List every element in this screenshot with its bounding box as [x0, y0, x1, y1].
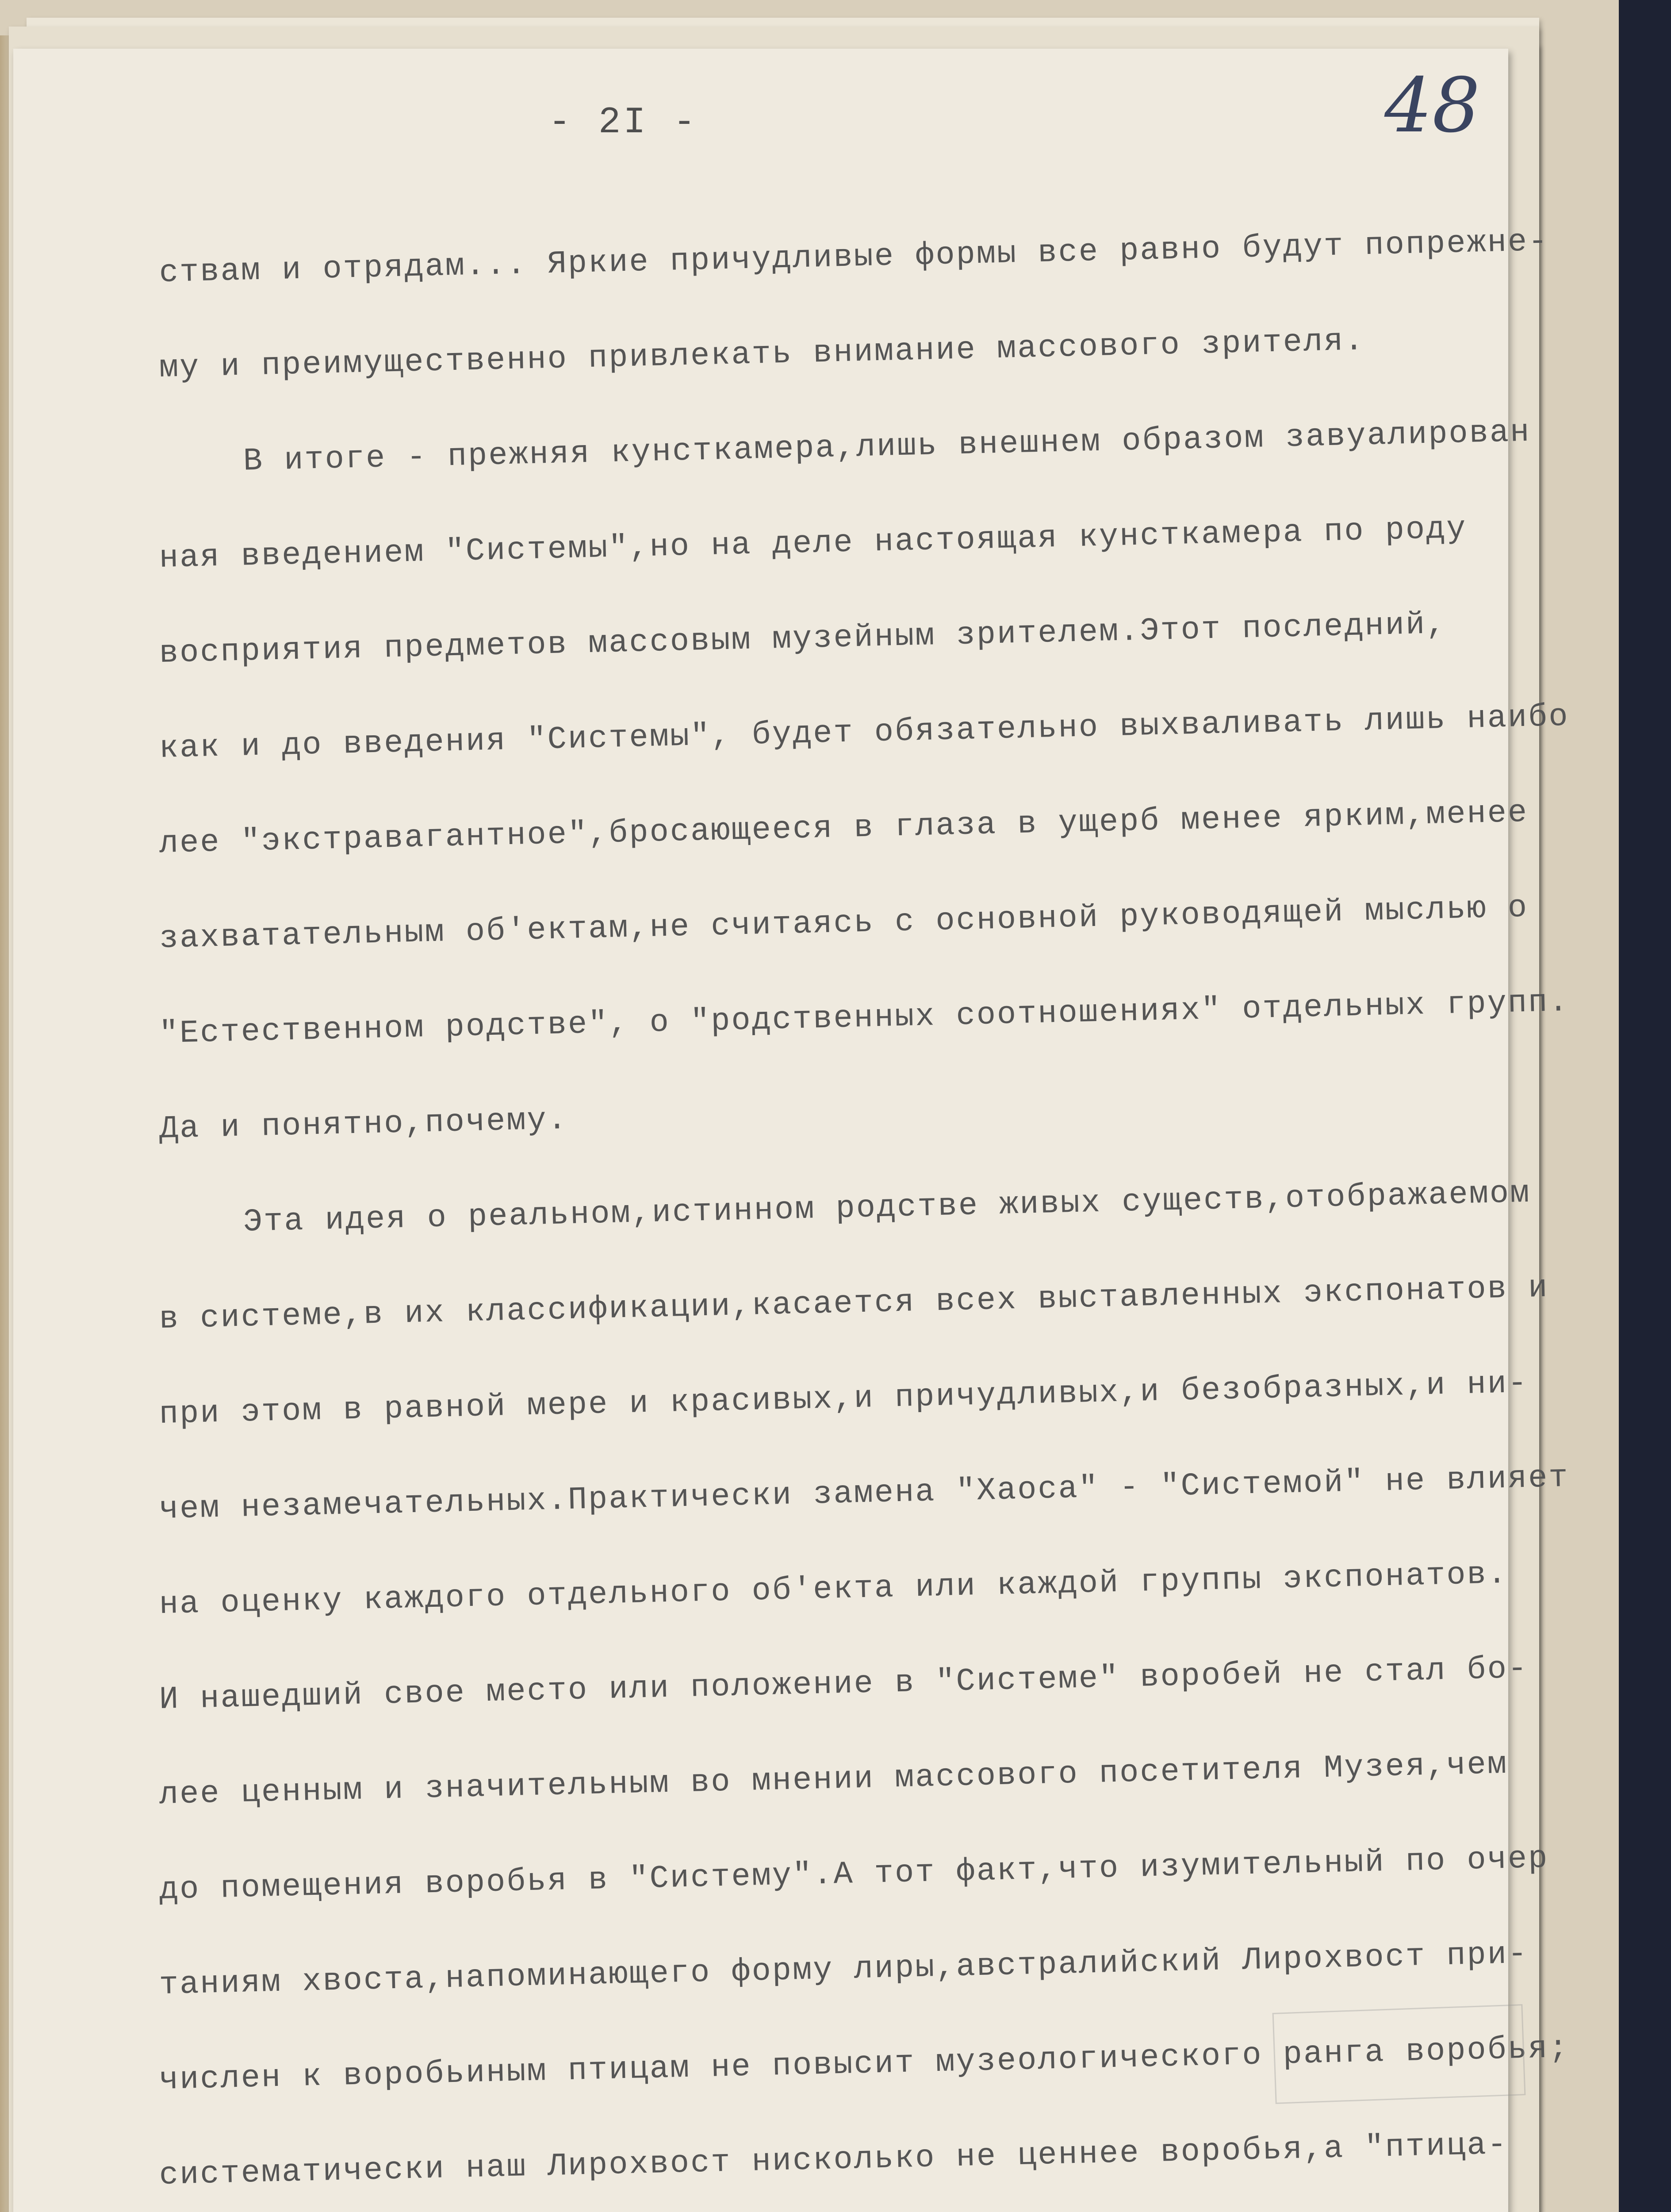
text-line: таниям хвоста,напоминающего форму лиры,австралийский Лирохвост при- — [159, 1936, 1529, 2003]
text-line: систематически наш Лирохвост нисколько не ценнее воробья,а "птица- — [159, 2126, 1508, 2193]
text-line: захватательным об'ектам,не считаясь с основной руководящей мыслью о — [159, 889, 1529, 957]
text-line: при этом в равной мере и красивых,и причудливых,и безобразных,и ни- — [159, 1365, 1529, 1432]
text-line: ная введением "Системы",но на деле настоящая кунсткамера по роду — [159, 510, 1468, 576]
text-line: Эта идея о реальном,истинном родстве живых существ,отображаемом — [243, 1175, 1531, 1240]
text-line: В итоге - прежняя кунсткамера,лишь внешнем образом завуалирован — [243, 414, 1531, 480]
text-line: числен к воробьиным птицам не повысит музеологического ранга воробья; — [159, 2030, 1570, 2098]
text-line: му и преимущественно привлекать внимание массового зрителя. — [159, 323, 1365, 386]
text-line: до помещения воробья в "Систему".А тот факт,что изумительный по очер — [159, 1840, 1549, 1908]
faint-stamp — [1272, 2004, 1526, 2104]
text-line: Да и понятно,почему. — [159, 1102, 568, 1147]
text-line: "Естественном родстве", о "родственных соотношениях" отдельных групп. — [159, 983, 1570, 1052]
text-line: лее ценным и значительным во мнении массового посетителя Музея,чем — [159, 1746, 1508, 1813]
text-line: лее "экстравагантное",бросающееся в глаза в ущерб менее ярким,менее — [159, 794, 1529, 862]
text-line: И нашедший свое место или положение в "Системе" воробей не стал бо- — [159, 1650, 1529, 1718]
text-line: ствам и отрядам... Яркие причудливые формы все равно будут попрежне- — [159, 223, 1549, 291]
text-line: в системе,в их классификации,касается всех выставленных экспонатов и — [159, 1269, 1549, 1337]
text-line: чем незамечательных.Практически замена "Хаоса" - "Системой" не влияет — [159, 1459, 1570, 1528]
text-line: как и до введения "Системы", будет обязательно выхваливать лишь наибо — [159, 698, 1570, 767]
page-number: - 2I - — [548, 102, 698, 144]
body-text — [159, 223, 1570, 2212]
text-line: восприятия предметов массовым музейным зрителем.Этот последний, — [159, 606, 1447, 672]
handwritten-folio-number: 48 — [1384, 62, 1480, 150]
text-line: на оценку каждого отдельного об'екта или каждой группы экспонатов. — [159, 1555, 1508, 1623]
